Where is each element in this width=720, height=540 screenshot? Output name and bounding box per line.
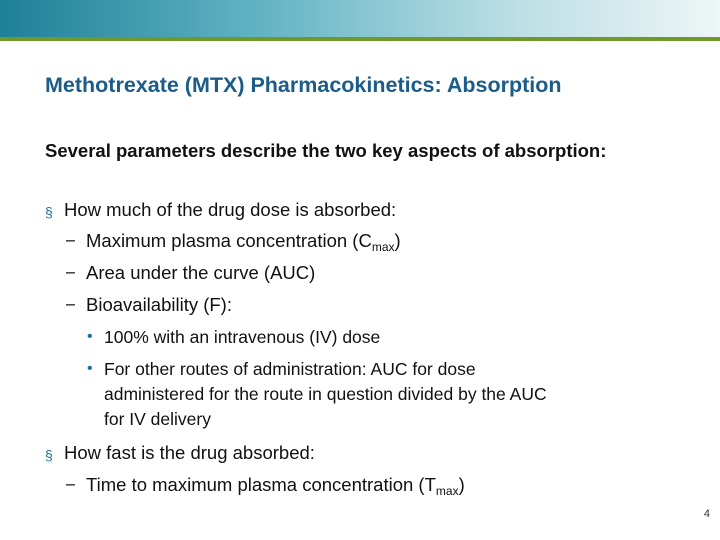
tmax-text: Time to maximum plasma concentration (T [86,474,436,495]
sub-bullet-cmax [86,230,401,254]
bullet-how-fast: How fast is the drug absorbed: [64,442,315,463]
level3-other-routes-line3: for IV delivery [104,409,211,429]
dash-bullet-icon: − [65,262,76,283]
slide-title: Methotrexate (MTX) Pharmacokinetics: Absorption [45,73,562,97]
level3-other-routes-line2: administered for the route in question divided by the AUC [104,384,547,404]
square-bullet-icon: § [45,447,53,463]
dot-bullet-icon: • [87,328,93,345]
sub-bullet-bioavailability: Bioavailability (F): [86,294,232,315]
dash-bullet-icon: − [65,474,76,495]
header-band [0,0,720,37]
tmax-subscript: max [435,484,459,498]
dash-bullet-icon: − [65,294,76,315]
tmax-suffix: ) [458,474,465,495]
page-number: 4 [703,508,710,520]
sub-bullet-tmax [86,474,465,498]
sub-bullet-auc: Area under the curve (AUC) [86,262,316,283]
level3-other-routes-line1: For other routes of administration: AUC for dose [104,359,476,379]
level3-iv-dose: 100% with an intravenous (IV) dose [104,327,381,347]
cmax-subscript: max [371,240,395,254]
dot-bullet-icon: • [87,360,93,377]
dash-bullet-icon: − [65,230,76,251]
bullet-how-much: How much of the drug dose is absorbed: [64,199,397,220]
cmax-text: Maximum plasma concentration (C [86,230,372,251]
header-accent-rule [0,37,720,41]
intro-text: Several parameters describe the two key aspects of absorption: [45,140,607,161]
square-bullet-icon: § [45,204,53,220]
cmax-suffix: ) [394,230,401,251]
